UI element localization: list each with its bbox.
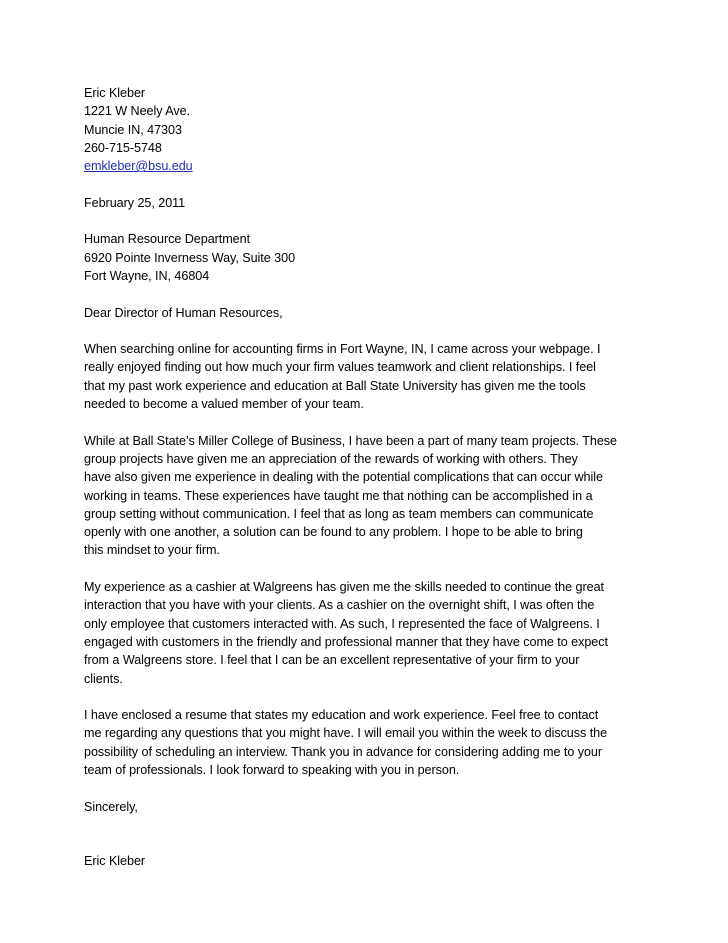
body-line: My experience as a cashier at Walgreens has given me the skills needed to continue the great: [84, 580, 604, 595]
paragraph-closing: [84, 706, 664, 779]
signature-name: Eric Kleber: [84, 854, 146, 869]
body-line: needed to become a valued member of your team.: [84, 397, 364, 412]
recipient-city: Fort Wayne, IN, 46804: [84, 268, 210, 283]
paragraph-experience: [84, 578, 664, 688]
salutation: Dear Director of Human Resources,: [84, 305, 283, 320]
body-line: group projects have given me an appreciation of the rewards of working with others. They: [84, 451, 578, 466]
body-line: have also given me experience in dealing with the potential complications that can occur while: [84, 470, 603, 485]
sender-name: Eric Kleber: [84, 86, 146, 100]
body-line: really enjoyed finding out how much your firm values teamwork and client relationships. I feel: [84, 360, 596, 375]
body-line: possibility of scheduling an interview. Thank you in advance for considering adding me to your: [84, 744, 603, 759]
letter-date: February 25, 2011: [84, 195, 186, 210]
recipient-address-block: [84, 230, 664, 285]
body-line: engaged with customers in the friendly and professional manner that they have come to expect: [84, 634, 608, 649]
letter-page: [84, 84, 664, 871]
paragraph-education: [84, 432, 664, 560]
body-line: only employee that customers interacted with. As such, I represented the face of Walgreens. I: [84, 616, 600, 631]
body-line: group setting without communication. I feel that as long as team members can communicate: [84, 506, 594, 521]
body-line: When searching online for accounting firms in Fort Wayne, IN, I came across your webpage. I: [84, 342, 601, 357]
body-line: team of professionals. I look forward to speaking with you in person.: [84, 762, 460, 777]
body-line: clients.: [84, 671, 123, 686]
body-line: that my past work experience and education at Ball State University has given me the tools: [84, 378, 586, 393]
sender-phone: 260-715-5748: [84, 140, 162, 155]
sender-street: 1221 W Neely Ave.: [84, 104, 191, 119]
sender-email-link[interactable]: emkleber@bsu.edu: [84, 159, 193, 174]
body-line: me regarding any questions that you might have. I will email you within the week to discuss the: [84, 726, 608, 741]
body-line: from a Walgreens store. I feel that I can be an excellent representative of your firm to your: [84, 653, 580, 668]
paragraph-intro: [84, 340, 664, 413]
body-line: openly with one another, a solution can be found to any problem. I hope to be able to bring: [84, 525, 583, 540]
body-line: this mindset to your firm.: [84, 543, 220, 558]
body-line: interaction that you have with your clients. As a cashier on the overnight shift, I was often the: [84, 598, 595, 613]
closing-phrase: Sincerely,: [84, 799, 138, 814]
recipient-department: Human Resource Department: [84, 232, 251, 247]
body-line: I have enclosed a resume that states my education and work experience. Feel free to contact: [84, 708, 599, 723]
sender-address-block: [84, 84, 664, 175]
body-line: working in teams. These experiences have taught me that nothing can be accomplished in a: [84, 488, 593, 503]
body-line: While at Ball State’s Miller College of Business, I have been a part of many team projects. These: [84, 433, 617, 448]
sender-city: Muncie IN, 47303: [84, 122, 182, 137]
recipient-street: 6920 Pointe Inverness Way, Suite 300: [84, 250, 296, 265]
